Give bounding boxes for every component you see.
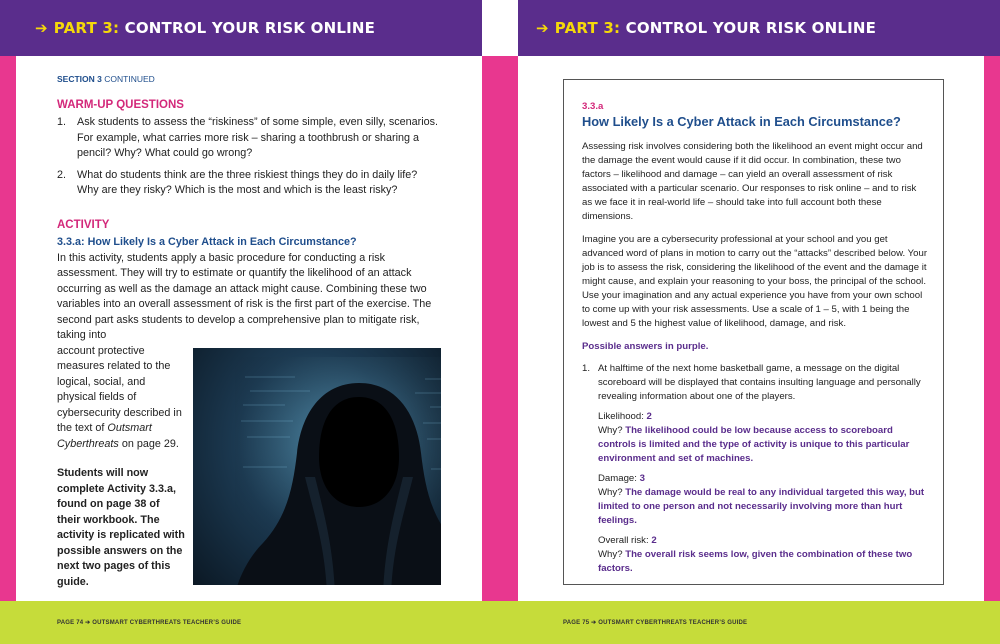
- hacker-silhouette-icon: [235, 357, 441, 585]
- header-bar-left: [0, 0, 482, 56]
- rating-label: Overall risk:: [598, 535, 649, 546]
- question-text: What do students think are the three riskiest things they do in daily life? Why are they risky? Which is the most and which is the least risky?: [77, 168, 418, 196]
- arrow-icon: ➔: [536, 19, 549, 37]
- activity-heading: ACTIVITY: [57, 218, 110, 231]
- workbook-instruction: Students will now complete Activity 3.3.a, found on page 38 of their workbook. The activity is replicated with possible answers on the next two pages of this guide.: [57, 467, 185, 588]
- rating-label: Damage:: [598, 473, 637, 484]
- right-margin-band: [984, 56, 1000, 601]
- activity-box: [563, 79, 944, 585]
- left-margin-band: [0, 56, 16, 601]
- rating-value: 2: [651, 535, 657, 546]
- gutter-band: [482, 56, 518, 601]
- code-background: [193, 348, 441, 585]
- wrap-area: [57, 344, 441, 591]
- rating-label: Likelihood:: [598, 411, 644, 422]
- header-title-right: [536, 19, 876, 37]
- why-label: Why?: [598, 487, 623, 498]
- arrow-icon: ➔: [35, 19, 48, 37]
- scenario-text: At halftime of the next home basketball game, a message on the digital scoreboard will be displayed that contains insulting language and personally revealing information about one of the players.: [598, 363, 921, 402]
- activity-box-content: [582, 100, 928, 579]
- footer-right: PAGE 75 ➔ OUTSMART CYBERTHREATS TEACHER’S GUIDE: [563, 620, 748, 626]
- activity-title: How Likely Is a Cyber Attack in Each Circumstance?: [582, 114, 901, 129]
- why-label: Why?: [598, 425, 623, 436]
- part-title: CONTROL YOUR RISK ONLINE: [625, 19, 877, 37]
- section-continued: CONTINUED: [104, 74, 155, 84]
- left-page: [57, 72, 441, 590]
- question-text: Ask students to assess the “riskiness” of some simple, even silly, scenarios. For example, what carries more risk – sharing a toothbrush or sharing a pencil? Why? What could go wrong?: [77, 116, 439, 159]
- possible-answers-note: Possible answers in purple.: [582, 341, 709, 352]
- activity-text-top: In this activity, students apply a basic procedure for conducting a risk assessment. They will try to estimate or quantify the likelihood of an attack occurring as well as the damage an attack might cause. Combining these two variables into an overall assessment of risk is the first part of the exercise. The second part asks students to develop a comprehensive plan to mitigate risk, taking into: [57, 251, 432, 341]
- rating-damage: [598, 472, 928, 528]
- rating-value: 3: [639, 473, 645, 484]
- why-answer: The overall risk seems low, given the combination of these two factors.: [598, 549, 913, 574]
- header-bar-right: [518, 0, 1000, 56]
- why-answer: The likelihood could be low because access to scoreboard controls is limited and the type of activity is unique to this particular environment and set of machines.: [598, 425, 910, 464]
- why-answer: The damage would be real to any individual targeted this way, but limited to one person and not necessarily involving more than hurt feelings.: [598, 487, 925, 526]
- list-number: 2.: [57, 168, 67, 181]
- list-number: 1.: [57, 116, 67, 128]
- warmup-questions: [57, 115, 441, 199]
- part-label: PART 3:: [554, 19, 621, 37]
- section-label: [57, 72, 441, 88]
- list-number: 1.: [582, 363, 591, 374]
- ratings: [582, 410, 928, 576]
- list-item: [57, 168, 441, 199]
- section-number: SECTION 3: [57, 74, 102, 84]
- activity-end-text: on page 29.: [121, 437, 179, 450]
- rating-overall: [598, 534, 928, 576]
- hooded-hacker-photo: [193, 348, 441, 585]
- footer-left: PAGE 74 ➔ OUTSMART CYBERTHREATS TEACHER’S GUIDE: [57, 620, 242, 626]
- rating-likelihood: [598, 410, 928, 466]
- scenario-item: [582, 362, 928, 404]
- warmup-heading: WARM-UP QUESTIONS: [57, 98, 184, 111]
- header-title-left: [35, 19, 375, 37]
- part-label: PART 3:: [53, 19, 120, 37]
- part-title: CONTROL YOUR RISK ONLINE: [124, 19, 376, 37]
- activity-subheading: 3.3.a: How Likely Is a Cyber Attack in Each Circumstance?: [57, 236, 357, 248]
- book-title: Outsmart Cyberthreats: [57, 422, 152, 450]
- activity-wrap-text: account protective measures related to the logical, social, and physical fields of cybersecurity described in the text of: [57, 344, 182, 434]
- list-item: [57, 115, 441, 162]
- why-label: Why?: [598, 549, 623, 560]
- rating-value: 2: [646, 411, 652, 422]
- intro-paragraph: Assessing risk involves considering both the likelihood an event might occur and the damage the event would cause if it did occur. In combination, these two factors – likelihood and damage – can yield an overall assessment of risk associated with a particular scenario. Our responses to risk online – and to risk as we face it in real-world life – should take into full account both these dimensions.: [582, 141, 923, 222]
- instructions-paragraph: Imagine you are a cybersecurity professional at your school and you get advanced word of plans in motion to carry out the “attacks” described below. Your job is to assess the risk, considering the likelihood of the event and the damage it might cause, and explain your reasoning to your boss, the principal of the school. Use your imagination and any actual experience you have from your own school to come up with your risk assessments. Use a scale of 1 – 5, with 1 being the lowest and 5 the highest value of likelihood, damage, and risk.: [582, 234, 928, 329]
- activity-number: 3.3.a: [582, 101, 604, 112]
